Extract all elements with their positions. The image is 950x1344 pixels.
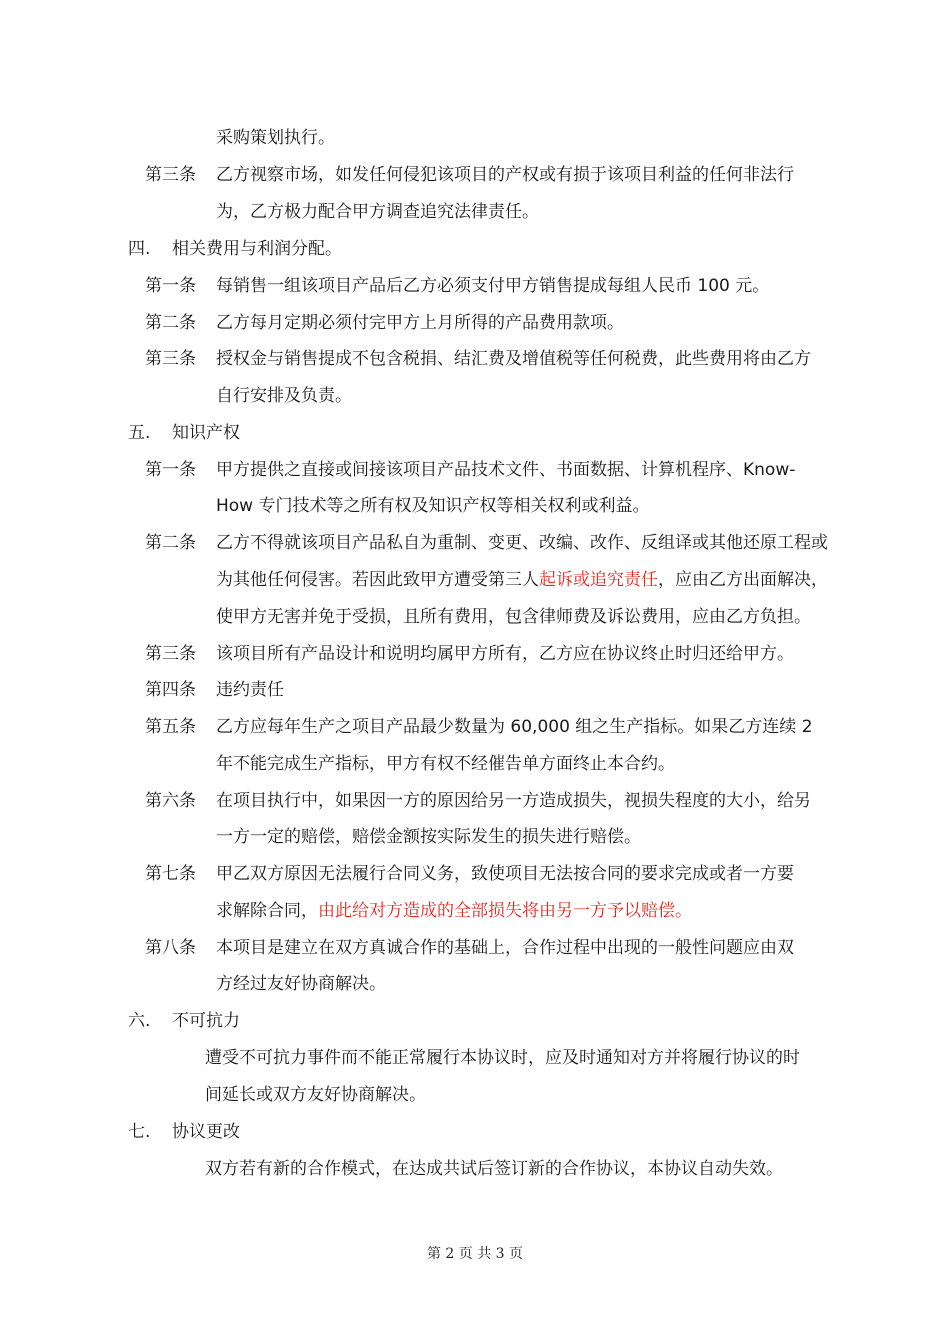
clause-label: 第四条 [145,680,196,700]
clause-label: 第六条 [145,791,196,811]
clause-text: 每销售一组该项目产品后乙方必须支付甲方销售提成每组人民币 100 元。 [216,276,770,296]
section-number: 四. [128,239,151,259]
text-segment: ，应由乙方出面解决， [658,570,828,590]
section-title: 相关费用与利润分配。 [172,239,342,259]
text-segment: 求解除合同， [216,901,318,921]
clause-label: 第二条 [145,533,196,553]
clause-text: 在项目执行中，如果因一方的原因给另一方造成损失，视损失程度的大小，给另 [216,791,811,811]
text-line: 年不能完成生产指标，甲方有权不经催告单方面终止本合约。 [216,754,675,774]
highlighted-text: 由此给对方造成的全部损失将由另一方予以赔偿。 [318,901,692,921]
clause-text: 乙方视察市场，如发任何侵犯该项目的产权或有损于该项目利益的任何非法行 [216,165,794,185]
text-line: 自行安排及负责。 [216,386,352,406]
clause-label: 第五条 [145,717,196,737]
clause-label: 第一条 [145,460,196,480]
clause-text: 该项目所有产品设计和说明均属甲方所有，乙方应在协议终止时归还给甲方。 [216,644,794,664]
clause-label: 第七条 [145,864,196,884]
section-title: 不可抗力 [172,1011,240,1031]
text-line: How 专门技术等之所有权及知识产权等相关权利或利益。 [216,496,650,516]
text-line: 方经过友好协商解决。 [216,974,386,994]
highlighted-text: 起诉或追究责任 [539,570,658,590]
clause-label: 第八条 [145,938,196,958]
text-line: 双方若有新的合作模式，在达成共试后签订新的合作协议，本协议自动失效。 [205,1159,783,1179]
text-line: 使甲方无害并免于受损，且所有费用，包含律师费及诉讼费用，应由乙方负担。 [216,607,811,627]
clause-text: 甲乙双方原因无法履行合同义务，致使项目无法按合同的要求完成或者一方要 [216,864,794,884]
clause-text: 授权金与销售提成不包含税捐、结汇费及增值税等任何税费，此些费用将由乙方 [216,349,811,369]
section-number: 五. [128,423,151,443]
section-title: 协议更改 [172,1122,240,1142]
clause-label: 第三条 [145,644,196,664]
text-line: 为，乙方极力配合甲方调查追究法律责任。 [216,202,539,222]
clause-text: 甲方提供之直接或间接该项目产品技术文件、书面数据、计算机程序、Know- [216,460,796,480]
section-number: 六. [128,1011,151,1031]
clause-text: 乙方每月定期必须付完甲方上月所得的产品费用款项。 [216,313,624,333]
clause-text: 违约责任 [216,680,284,700]
text-line [216,568,828,592]
text-segment: 为其他任何侵害。若因此致甲方遭受第三人 [216,570,539,590]
section-number: 七. [128,1122,151,1142]
section-title: 知识产权 [172,423,240,443]
clause-text: 本项目是建立在双方真诚合作的基础上，合作过程中出现的一般性问题应由双 [216,938,794,958]
clause-label: 第二条 [145,313,196,333]
text-line: 遭受不可抗力事件而不能正常履行本协议时，应及时通知对方并将履行协议的时 [205,1048,800,1068]
text-line: 采购策划执行。 [216,128,335,148]
clause-label: 第一条 [145,276,196,296]
clause-text: 乙方不得就该项目产品私自为重制、变更、改编、改作、反组译或其他还原工程或 [216,533,828,553]
text-line [216,899,692,923]
clause-label: 第三条 [145,165,196,185]
clause-text: 乙方应每年生产之项目产品最少数量为 60,000 组之生产指标。如果乙方连续 2 [216,717,813,737]
text-line: 一方一定的赔偿，赔偿金额按实际发生的损失进行赔偿。 [216,827,641,847]
clause-label: 第三条 [145,349,196,369]
text-line: 间延长或双方友好协商解决。 [205,1085,426,1105]
page-number-footer: 第 2 页 共 3 页 [426,1246,524,1262]
